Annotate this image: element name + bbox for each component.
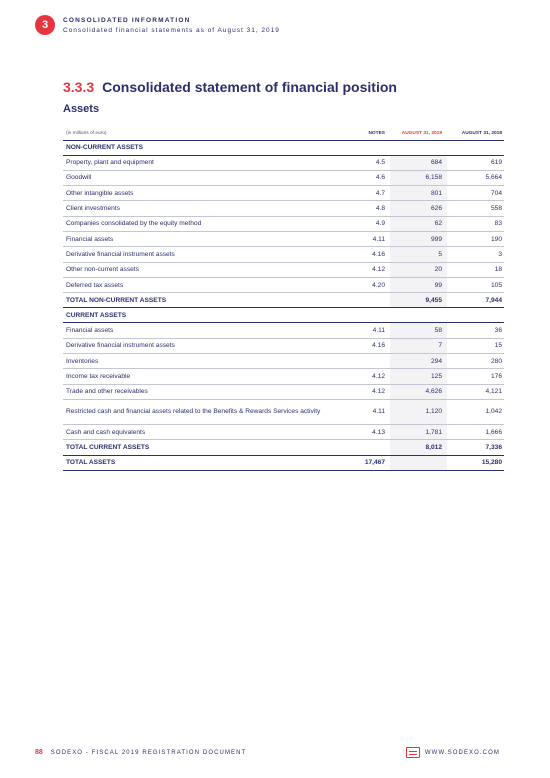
- table-row: [63, 384, 504, 399]
- table-header-row: [63, 127, 504, 140]
- row-current: 626: [390, 201, 447, 216]
- row-notes: 4.9: [346, 216, 390, 231]
- total-label: TOTAL CURRENT ASSETS: [63, 440, 346, 455]
- row-current: 1,781: [390, 424, 447, 439]
- row-previous: 36: [447, 323, 504, 338]
- section-title: [63, 79, 397, 95]
- table-row: [63, 354, 504, 369]
- table-row: [63, 155, 504, 170]
- row-previous: 176: [447, 369, 504, 384]
- total-previous: 7,944: [447, 293, 504, 308]
- row-notes: 4.20: [346, 277, 390, 292]
- row-notes: 4.6: [346, 170, 390, 185]
- total-notes: [346, 440, 390, 455]
- page-footer: [35, 747, 500, 758]
- row-current: 999: [390, 231, 447, 246]
- column-header-label: (in millions of euro): [63, 127, 346, 140]
- total-label: TOTAL NON-CURRENT ASSETS: [63, 293, 346, 308]
- row-previous: 15: [447, 338, 504, 353]
- noncurrent-heading-row: [63, 140, 504, 155]
- noncurrent-total-row: [63, 293, 504, 308]
- section-title-text: Consolidated statement of financial position: [102, 79, 397, 95]
- row-current: 6,158: [390, 170, 447, 185]
- table-row: [63, 262, 504, 277]
- row-previous: 83: [447, 216, 504, 231]
- row-previous: 1,666: [447, 424, 504, 439]
- grand-total-label: TOTAL ASSETS: [63, 455, 346, 470]
- total-previous: 7,336: [447, 440, 504, 455]
- row-current: 4,626: [390, 384, 447, 399]
- row-notes: 4.11: [346, 231, 390, 246]
- subsection-title: Assets: [63, 103, 100, 115]
- row-label: Inventories: [63, 354, 346, 369]
- row-notes: 4.11: [346, 323, 390, 338]
- current-total-row: [63, 440, 504, 455]
- row-previous: 1,042: [447, 399, 504, 424]
- total-current: 9,455: [390, 293, 447, 308]
- table-row: [63, 399, 504, 424]
- row-previous: 105: [447, 277, 504, 292]
- row-label: Other non-current assets: [63, 262, 346, 277]
- row-current: 125: [390, 369, 447, 384]
- row-current: 801: [390, 186, 447, 201]
- row-previous: 558: [447, 201, 504, 216]
- row-label: Trade and other receivables: [63, 384, 346, 399]
- row-current: 294: [390, 354, 447, 369]
- row-previous: 190: [447, 231, 504, 246]
- row-notes: 4.16: [346, 247, 390, 262]
- grand-total-current: [390, 455, 447, 470]
- row-label: Goodwill: [63, 170, 346, 185]
- table-row: [63, 247, 504, 262]
- table-row: [63, 424, 504, 439]
- row-notes: 4.13: [346, 424, 390, 439]
- header-subtitle: Consolidated financial statements as of August 31, 2019: [63, 27, 280, 34]
- row-label: Financial assets: [63, 231, 346, 246]
- row-label: Financial assets: [63, 323, 346, 338]
- row-notes: 4.12: [346, 384, 390, 399]
- row-notes: 4.7: [346, 186, 390, 201]
- page-number: 88: [35, 749, 43, 756]
- row-current: 684: [390, 155, 447, 170]
- column-header-current: AUGUST 31, 2019: [390, 127, 447, 140]
- row-notes: 4.5: [346, 155, 390, 170]
- total-current: 8,012: [390, 440, 447, 455]
- row-notes: 4.8: [346, 201, 390, 216]
- row-label: Client investments: [63, 201, 346, 216]
- table-row: [63, 216, 504, 231]
- row-current: 58: [390, 323, 447, 338]
- table-row: [63, 323, 504, 338]
- grand-total-notes: 17,467: [346, 455, 390, 470]
- row-label: Derivative financial instrument assets: [63, 338, 346, 353]
- row-label: Derivative financial instrument assets: [63, 247, 346, 262]
- footer-document-title: SODEXO - FISCAL 2019 REGISTRATION DOCUMENT: [50, 749, 247, 756]
- table-row: [63, 338, 504, 353]
- footer-website-link[interactable]: WWW.SODEXO.COM: [424, 749, 500, 756]
- table-row: [63, 201, 504, 216]
- row-notes: 4.12: [346, 369, 390, 384]
- table-row: [63, 369, 504, 384]
- row-notes: 4.16: [346, 338, 390, 353]
- row-previous: 619: [447, 155, 504, 170]
- row-label: Companies consolidated by the equity method: [63, 216, 346, 231]
- grand-total-row: [63, 455, 504, 470]
- row-label: Restricted cash and financial assets related to the Benefits & Rewards Services activity: [63, 399, 346, 424]
- row-previous: 18: [447, 262, 504, 277]
- column-header-previous: AUGUST 31, 2018: [447, 127, 504, 140]
- current-heading: CURRENT ASSETS: [63, 308, 346, 323]
- table-row: [63, 186, 504, 201]
- row-label: Property, plant and equipment: [63, 155, 346, 170]
- section-number: 3.3.3: [63, 79, 95, 95]
- row-label: Income tax receivable: [63, 369, 346, 384]
- row-current: 62: [390, 216, 447, 231]
- noncurrent-heading: NON-CURRENT ASSETS: [63, 140, 346, 155]
- table-row: [63, 277, 504, 292]
- row-previous: 3: [447, 247, 504, 262]
- document-icon: [406, 747, 420, 758]
- row-label: Other intangible assets: [63, 186, 346, 201]
- row-current: 5: [390, 247, 447, 262]
- row-previous: 704: [447, 186, 504, 201]
- page-header: [35, 15, 280, 35]
- row-current: 7: [390, 338, 447, 353]
- row-label: Deferred tax assets: [63, 277, 346, 292]
- current-heading-row: [63, 308, 504, 323]
- grand-total-previous: 15,280: [447, 455, 504, 470]
- table-row: [63, 231, 504, 246]
- row-current: 1,120: [390, 399, 447, 424]
- table-row: [63, 170, 504, 185]
- row-previous: 5,664: [447, 170, 504, 185]
- row-label: Cash and cash equivalents: [63, 424, 346, 439]
- row-previous: 4,121: [447, 384, 504, 399]
- row-notes: 4.11: [346, 399, 390, 424]
- row-current: 99: [390, 277, 447, 292]
- chapter-badge: 3: [35, 15, 55, 35]
- row-notes: 4.12: [346, 262, 390, 277]
- row-notes: [346, 354, 390, 369]
- total-notes: [346, 293, 390, 308]
- assets-table: [63, 127, 504, 471]
- row-current: 20: [390, 262, 447, 277]
- column-header-notes: NOTES: [346, 127, 390, 140]
- row-previous: 280: [447, 354, 504, 369]
- header-title: CONSOLIDATED INFORMATION: [63, 17, 191, 24]
